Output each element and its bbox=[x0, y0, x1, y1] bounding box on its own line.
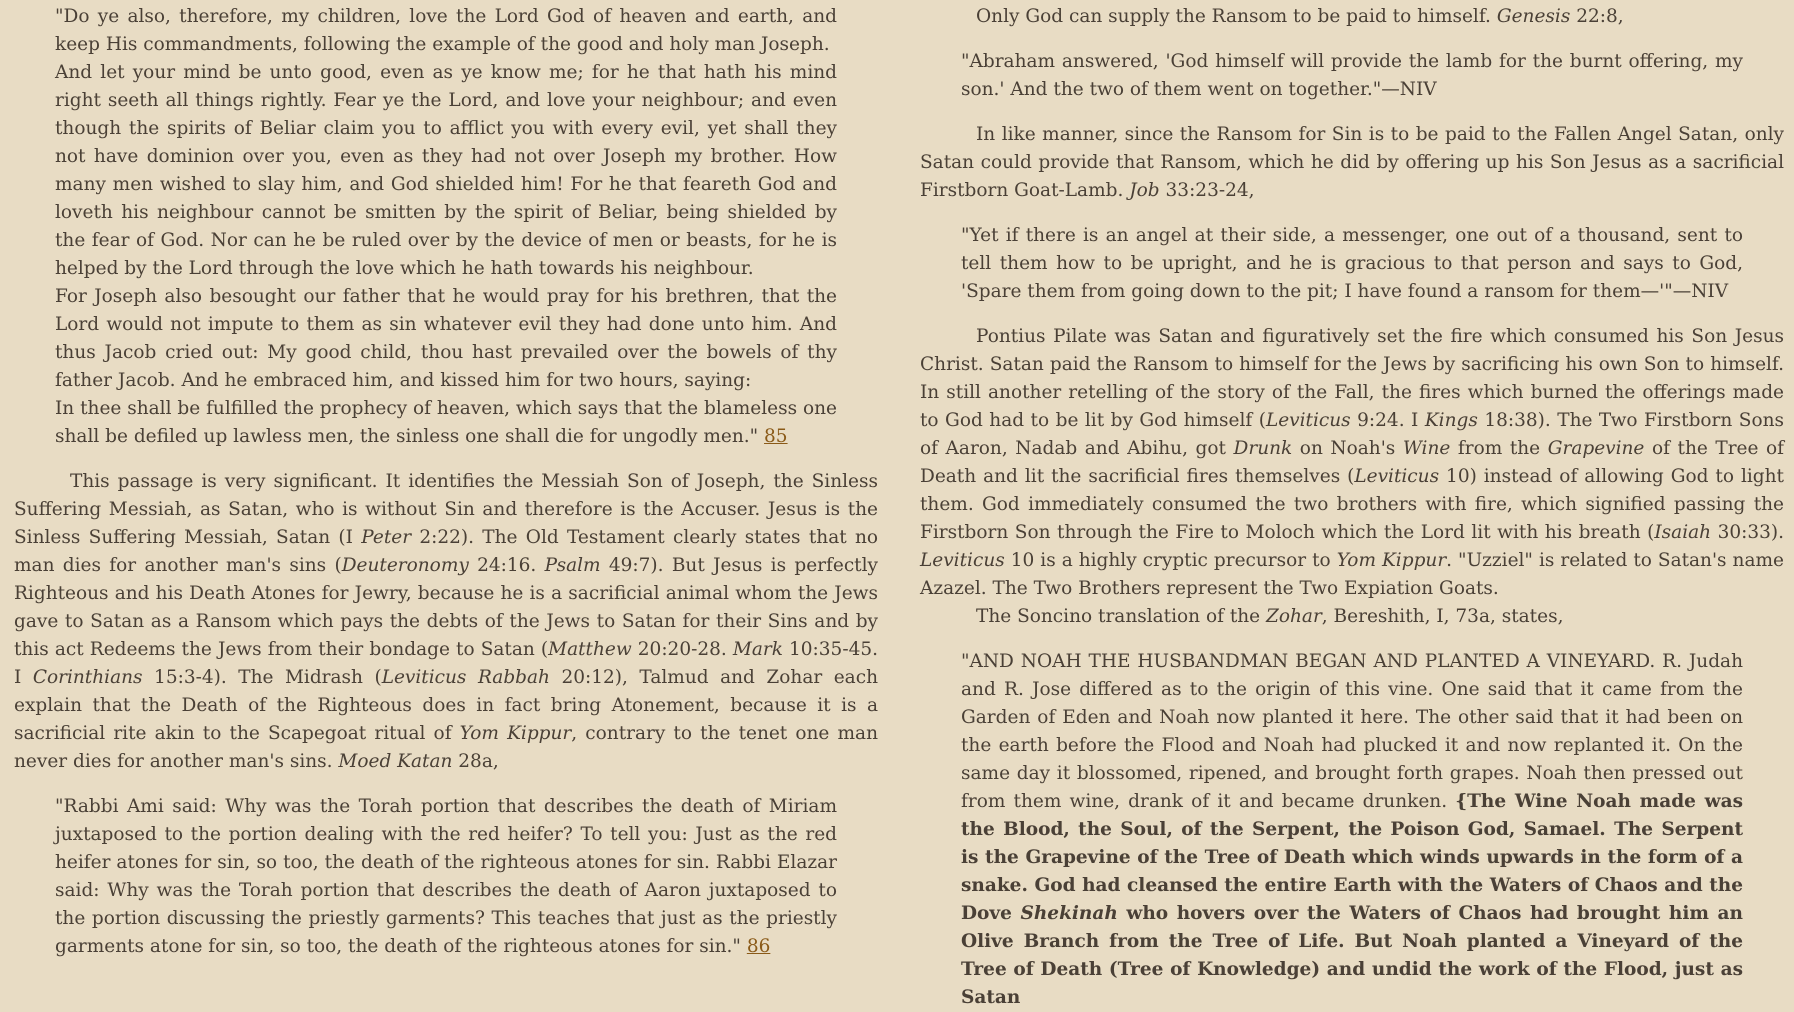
quote-genesis: "Abraham answered, 'God himself will provide the lamb for the burnt offering, my son.' And the two of them went on together."—NIV bbox=[961, 51, 1743, 100]
quote-job: "Yet if there is an angel at their side, a messenger, one out of a thousand, sent to tell them how to be upright, and he is gracious to that person and says to God, 'Spare them from going down to the pit; I have found a ransom for them—'"—NIV bbox=[961, 225, 1743, 302]
body-paragraph-satan-ransom: In like manner, since the Ransom for Sin is to be paid to the Fallen Angel Satan, only Satan could provide that Ransom, which he did by offering up his Son Jesus as a sacrificial Firstborn Goat-Lamb. Job 33:23-24, bbox=[920, 124, 1784, 201]
body-paragraph-messiah: This passage is very significant. It identifies the Messiah Son of Joseph, the Sinless Suffering Messiah, as Satan, who is without Sin and therefore is the Accuser. Jesus is the Sinless Suffering Messiah, Satan (I Peter 2:22). The Old Testament clearly states that no man dies for another man's sins (Deuteronomy 24:16. Psalm 49:7). But Jesus is perfectly Righteous and his Death Atones for Jewry, because he is a sacrificial animal whom the Jews gave to Satan as a Ransom which pays the debts of the Jews to Satan for their Sins and by this act Redeems the Jews from their bondage to Satan (Matthew 20:20-28. Mark 10:35-45. I Corinthians 15:3-4). The Midrash (Leviticus Rabbah 20:12), Talmud and Zohar each explain that the Death of the Righteous does in fact bring Atonement, because it is a sacrificial rite akin to the Scapegoat ritual of Yom Kippur, contrary to the tenet one man never dies for another man's sins. Moed Katan 28a, bbox=[14, 471, 879, 772]
footnote-link-85[interactable]: 85 bbox=[764, 426, 788, 447]
quote-text: In thee shall be fulfilled the prophecy of heaven, which says that the blameless one shall be defiled up lawless men, the sinless one shall die for ungodly men." bbox=[55, 398, 837, 447]
quote-zohar-noah: "AND NOAH THE HUSBANDMAN BEGAN AND PLANTED A VINEYARD. R. Judah and R. Jose differed as to the origin of this vine. One said that it came from the Garden of Eden and Noah now planted it here. The other said that it had been on the earth before the Flood and Noah had plucked it and now replanted it. On the same day it blossomed, ripened, and brought forth grapes. Noah then pressed out from them wine, drank of it and became drunken. {The Wine Noah made was the Blood, the Soul, of the Serpent, the Poison God, Samael. The Serpent is the Grapevine of the Tree of Death which winds upwards in the form of a snake. God had cleansed the entire Earth with the Waters of Chaos and the Dove Shekinah who hovers over the Waters of Chaos had brought him an Olive Branch from the Tree of Life. But Noah planted a Vineyard of the Tree of Death (Tree of Knowledge) and undid the work of the Flood, just as Satan bbox=[961, 651, 1743, 1008]
quote-testaments-p1: "Do ye also, therefore, my children, love the Lord God of heaven and earth, and keep His commandments, following the example of the good and holy man Joseph. bbox=[55, 6, 837, 55]
body-paragraph-soncino: The Soncino translation of the Zohar, Bereshith, I, 73a, states, bbox=[976, 606, 1564, 627]
left-column bbox=[14, 3, 878, 961]
quote-text: "Rabbi Ami said: Why was the Torah portion that describes the death of Miriam juxtaposed to the portion dealing with the red heifer? To tell you: Just as the red heifer atones for sin, so too, the death of the righteous atones for sin. Rabbi Elazar said: Why was the Torah portion that describes the death of Aaron juxtaposed to the portion discussing the priestly garments? This teaches that just as the priestly garments atone for sin, so too, the death of the righteous atones for sin." bbox=[55, 796, 837, 957]
body-paragraph-pilate: Pontius Pilate was Satan and figuratively set the fire which consumed his Son Jesus Christ. Satan paid the Ransom to himself for the Jews by sacrificing his own Son to himself. In still another retelling of the story of the Fall, the fires which burned the offerings made to God had to be lit by God himself (Leviticus 9:24. I Kings 18:38). The Two Firstborn Sons of Aaron, Nadab and Abihu, got Drunk on Noah's Wine from the Grapevine of the Tree of Death and lit the sacrificial fires themselves (Leviticus 10) instead of allowing God to light them. God immediately consumed the two brothers with fire, which signified passing the Firstborn Son through the Fire to Moloch which the Lord lit with his breath (Isaiah 30:33). Leviticus 10 is a highly cryptic precursor to Yom Kippur. "Uzziel" is related to Satan's name Azazel. The Two Brothers represent the Two Expiation Goats. bbox=[920, 326, 1785, 599]
quote-testaments-p3: For Joseph also besought our father that he would pray for his brethren, that the Lord would not impute to them as sin whatever evil they had done unto him. And thus Jacob cried out: My good child, thou hast prevailed over the bowels of thy father Jacob. And he embraced him, and kissed him for two hours, saying: bbox=[55, 286, 837, 391]
footnote-link-86[interactable]: 86 bbox=[746, 936, 771, 957]
quote-rabbi-ami bbox=[55, 793, 837, 961]
body-paragraph-ransom: Only God can supply the Ransom to be paid to himself. Genesis 22:8, bbox=[976, 6, 1624, 27]
right-column bbox=[920, 3, 1784, 1012]
quote-testaments-p4 bbox=[55, 395, 837, 451]
quote-testaments-p2: And let your mind be unto good, even as ye know me; for he that hath his mind right seeth all things rightly. Fear ye the Lord, and love your neighbour; and even though the spirits of Beliar claim you to afflict you with every evil, yet shall they not have dominion over you, even as they had not over Joseph my brother. How many men wished to slay him, and God shielded him! For he that feareth God and loveth his neighbour cannot be smitten by the spirit of Beliar, being shielded by the fear of God. Nor can he be ruled over by the device of men or beasts, for he is helped by the Lord through the love which he hath towards his neighbour. bbox=[55, 62, 837, 279]
bold-commentary: {The Wine Noah made was the Blood, the Soul, of the Serpent, the Poison God, Samael. The Serpent is the Grapevine of the Tree of Death which winds upwards in the form of a snake. God had cleansed the entire Earth with the Waters of Chaos and the Dove Shekinah who hovers over the Waters of Chaos had brought him an Olive Branch from the Tree of Life. But Noah planted a Vineyard of the Tree of Death (Tree of Knowledge) and undid the work of the Flood, just as Satan bbox=[961, 791, 1743, 1008]
